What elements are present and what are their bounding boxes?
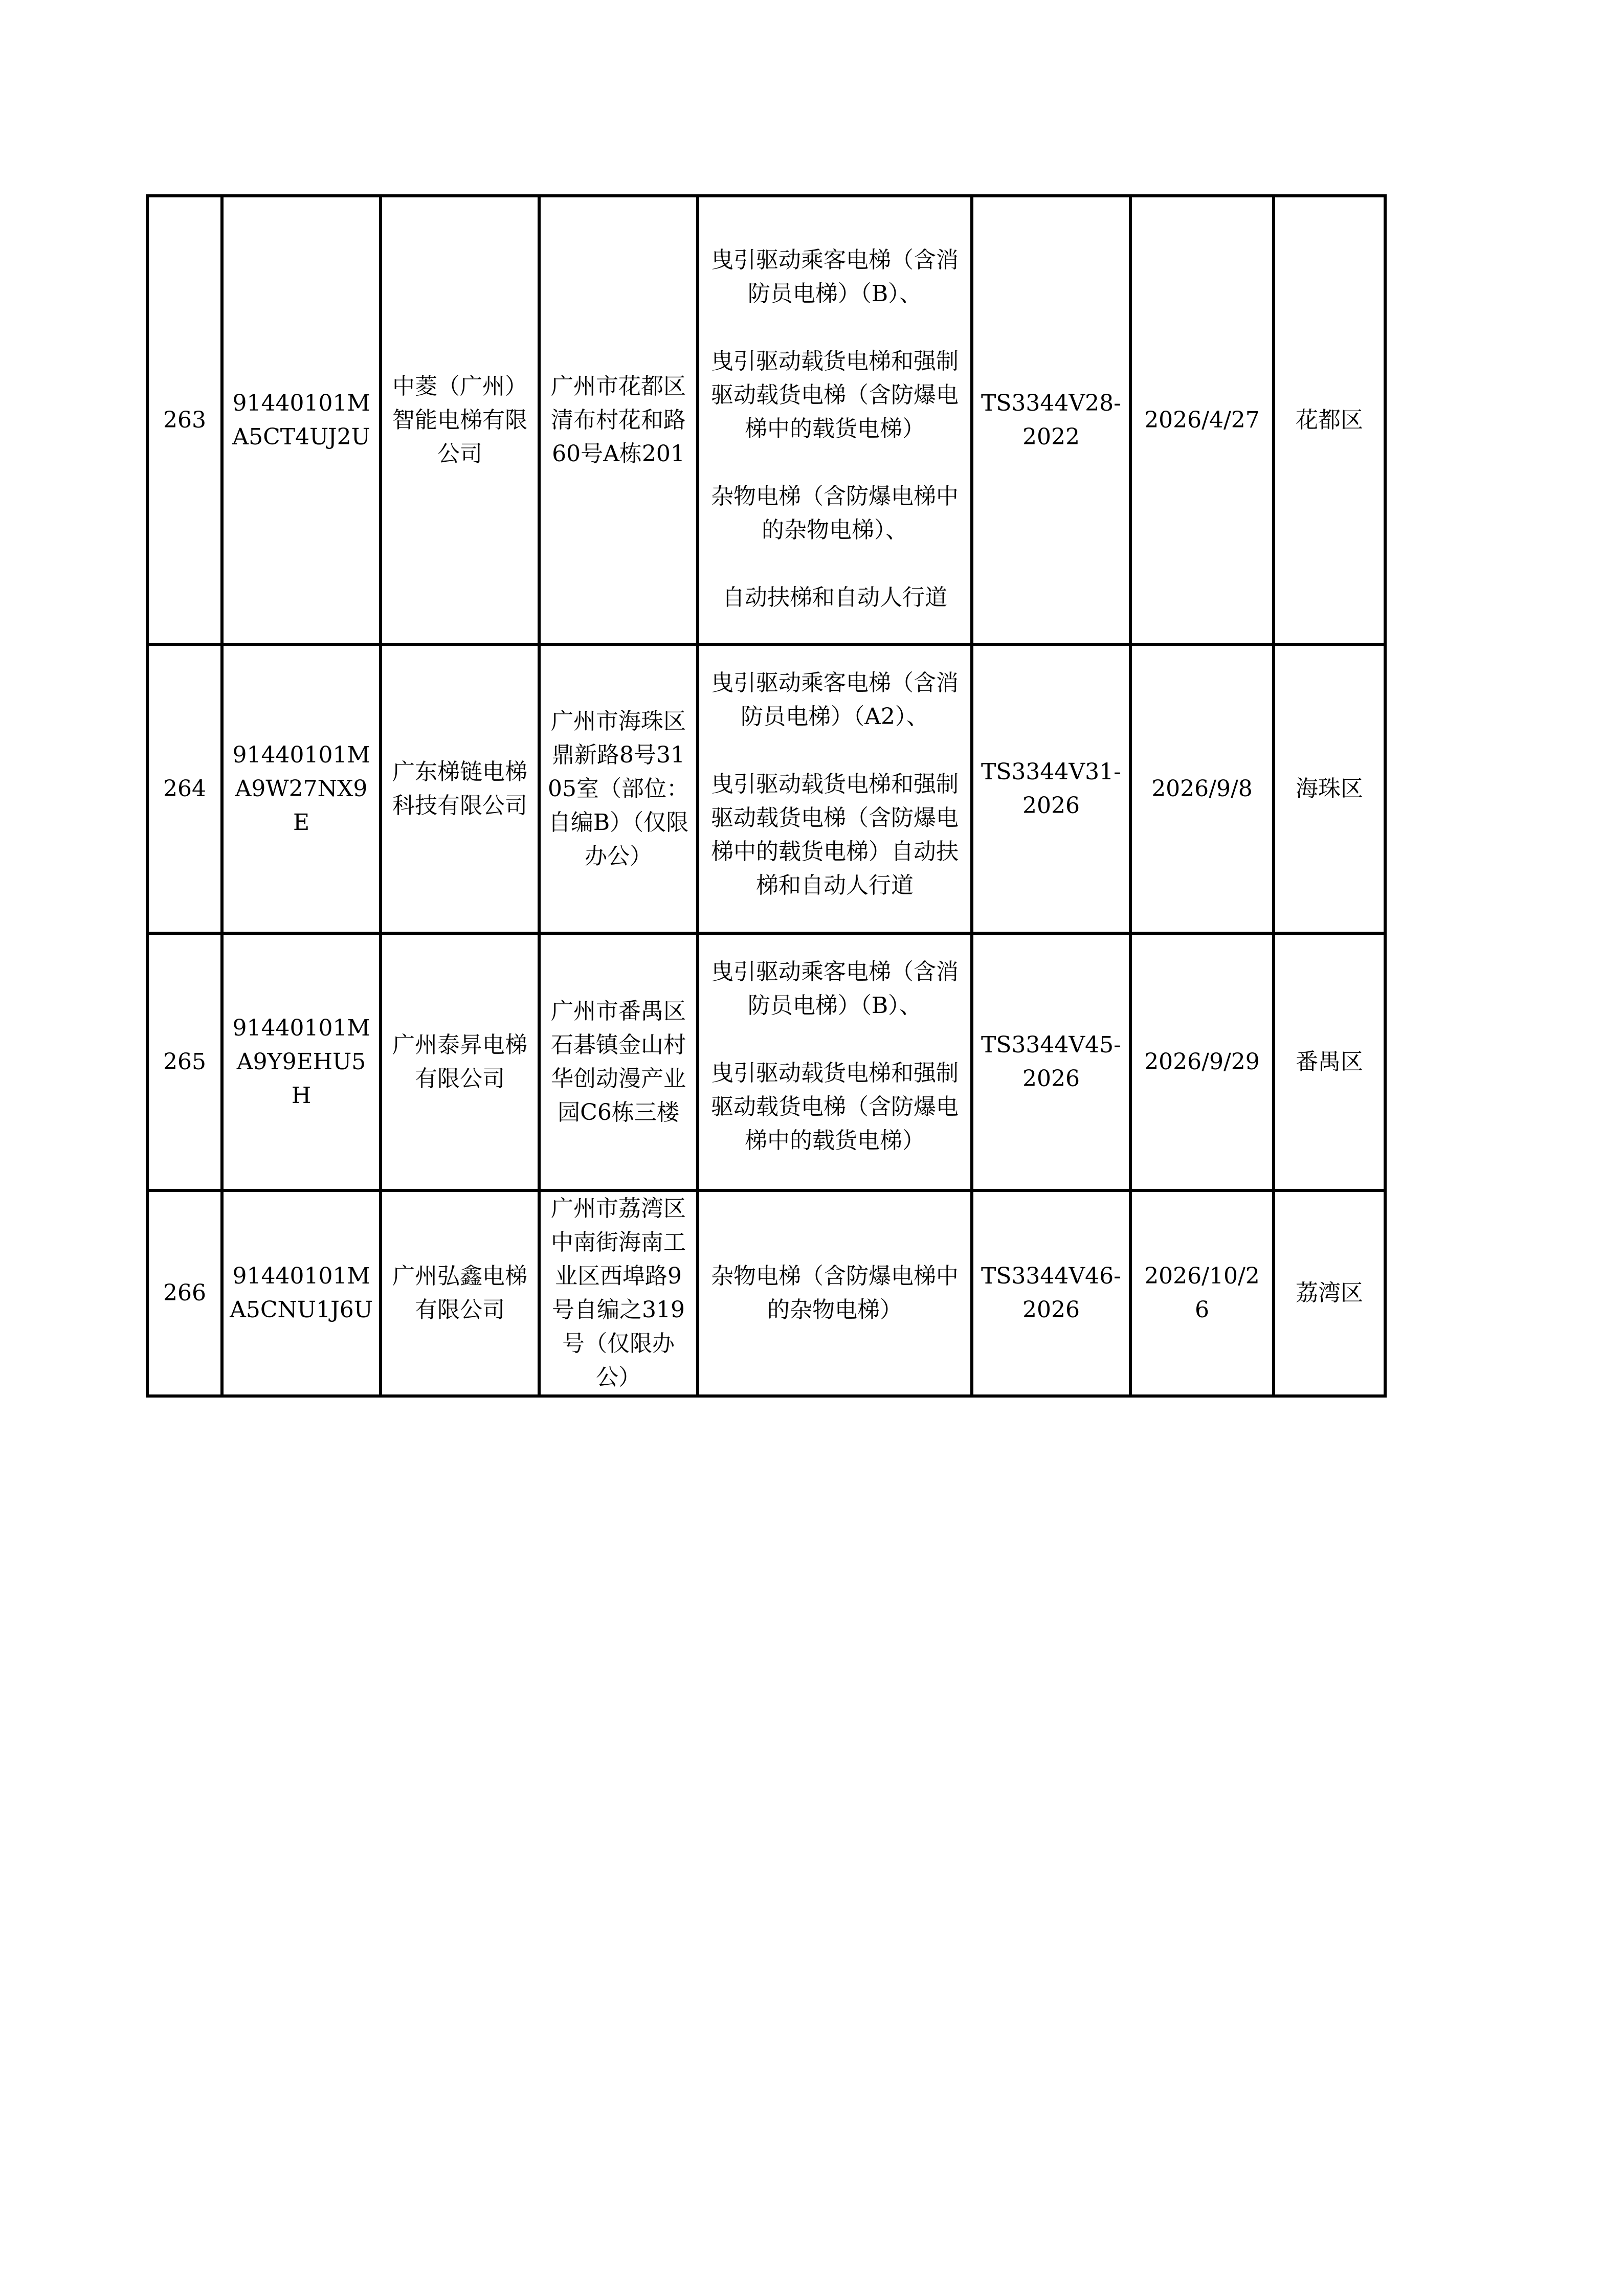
license-scope [698, 1190, 972, 1396]
table-row [147, 644, 1385, 933]
company-address: 广州市番禺区石碁镇金山村华创动漫产业园C6栋三楼 [539, 933, 698, 1190]
credit-code: 91440101MA5CT4UJ2U [222, 196, 381, 644]
scope-item: 自动扶梯和自动人行道 [722, 584, 947, 611]
company-name: 中菱（广州）智能电梯有限公司 [381, 196, 539, 644]
district: 荔湾区 [1274, 1190, 1385, 1396]
company-name: 广州弘鑫电梯有限公司 [381, 1190, 539, 1396]
credit-code: 91440101MA9Y9EHU5H [222, 933, 381, 1190]
license-number: TS3344V28-2022 [972, 196, 1130, 644]
license-number: TS3344V46-2026 [972, 1190, 1130, 1396]
row-number: 263 [147, 196, 222, 644]
scope-item: 杂物电梯（含防爆电梯中的杂物电梯） [711, 1263, 959, 1323]
scope-item: 曳引驱动乘客电梯（含消防员电梯）（B）、 [711, 247, 959, 307]
company-address: 广州市花都区清布村花和路60号A栋201 [539, 196, 698, 644]
table-row [147, 933, 1385, 1190]
district: 花都区 [1274, 196, 1385, 644]
expiry-date: 2026/9/8 [1130, 644, 1274, 933]
company-address: 广州市海珠区鼎新路8号3105室（部位：自编B）（仅限办公） [539, 644, 698, 933]
district: 番禺区 [1274, 933, 1385, 1190]
scope-item: 曳引驱动载货电梯和强制驱动载货电梯（含防爆电梯中的载货电梯） [711, 1060, 959, 1154]
company-address: 广州市荔湾区中南街海南工业区西埠路9号自编之319号（仅限办公） [539, 1190, 698, 1396]
license-scope [698, 196, 972, 644]
table-row [147, 196, 1385, 644]
district: 海珠区 [1274, 644, 1385, 933]
table-row [147, 1190, 1385, 1396]
expiry-date: 2026/10/26 [1130, 1190, 1274, 1396]
credit-code: 91440101MA5CNU1J6U [222, 1190, 381, 1396]
row-number: 264 [147, 644, 222, 933]
scope-item: 杂物电梯（含防爆电梯中的杂物电梯）、 [711, 483, 959, 543]
credit-code: 91440101MA9W27NX9E [222, 644, 381, 933]
row-number: 266 [147, 1190, 222, 1396]
license-scope [698, 933, 972, 1190]
row-number: 265 [147, 933, 222, 1190]
license-scope [698, 644, 972, 933]
scope-item: 曳引驱动载货电梯和强制驱动载货电梯（含防爆电梯中的载货电梯） [711, 348, 959, 442]
scope-item: 曳引驱动乘客电梯（含消防员电梯）（A2）、 [711, 670, 959, 730]
license-number: TS3344V45-2026 [972, 933, 1130, 1190]
company-name: 广州泰昇电梯有限公司 [381, 933, 539, 1190]
license-table [146, 194, 1387, 1398]
license-number: TS3344V31-2026 [972, 644, 1130, 933]
scope-item: 曳引驱动乘客电梯（含消防员电梯）（B）、 [711, 959, 959, 1019]
expiry-date: 2026/9/29 [1130, 933, 1274, 1190]
scope-item: 曳引驱动载货电梯和强制驱动载货电梯（含防爆电梯中的载货电梯）自动扶梯和自动人行道 [711, 771, 959, 898]
expiry-date: 2026/4/27 [1130, 196, 1274, 644]
company-name: 广东梯链电梯科技有限公司 [381, 644, 539, 933]
